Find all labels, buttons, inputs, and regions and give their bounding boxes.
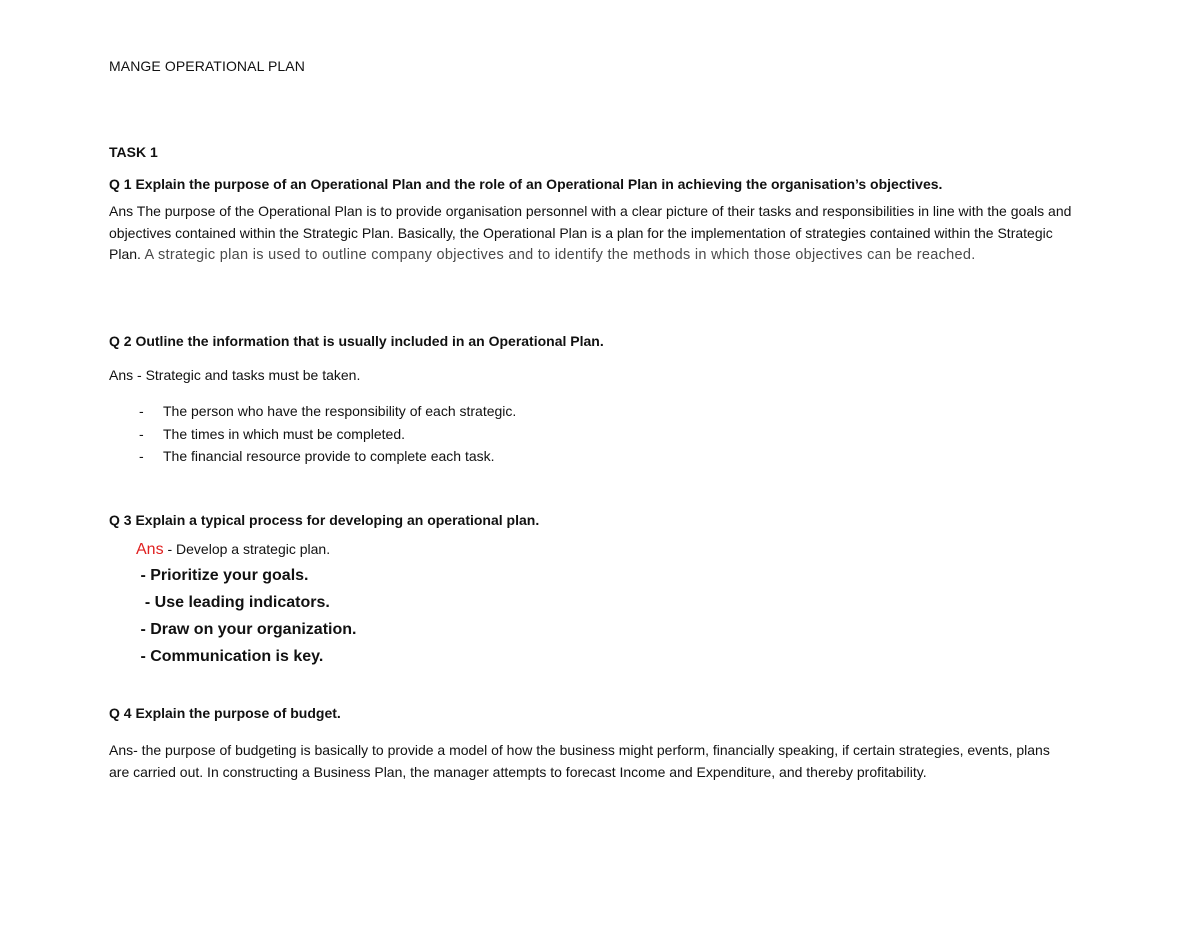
answer-1-extra-text: A strategic plan is used to outline company objectives and to identify the methods in which those objectives can be reached. <box>140 247 976 263</box>
question-4: Q 4 Explain the purpose of budget. <box>109 705 341 721</box>
list-item-text: The financial resource provide to complete each task. <box>163 448 495 464</box>
process-step: - Communication is key. <box>136 648 324 665</box>
bullet-dash: - <box>139 403 144 419</box>
answer-1-text: Ans The purpose of the Operational Plan is to provide organisation personnel with a clear picture of their tasks and responsibilities in line with the goals and objectives contained within the Strategic Plan. Basically, the Operational Plan is a plan for the implementation of strategies contained within the Strategic Plan. <box>109 203 1072 262</box>
process-step: - Use leading indicators. <box>136 594 330 611</box>
document-header-title: MANGE OPERATIONAL PLAN <box>109 58 305 74</box>
list-item <box>109 445 516 468</box>
list-item <box>109 423 516 446</box>
question-2: Q 2 Outline the information that is usually included in an Operational Plan. <box>109 333 604 349</box>
task-heading: TASK 1 <box>109 144 158 160</box>
answer-3-first-step: - Develop a strategic plan. <box>163 541 331 557</box>
list-item <box>109 400 516 423</box>
list-item-text: The times in which must be completed. <box>163 425 405 442</box>
process-step: - Prioritize your goals. <box>136 567 309 584</box>
list-item-text: The person who have the responsibility of each strategic. <box>163 403 517 419</box>
answer-3-label: Ans <box>136 541 164 558</box>
answer-4: Ans- the purpose of budgeting is basically to provide a model of how the business might perform, financially speaking, if certain strategies, events, plans are carried out. In constructing a Business Plan, the manager attempts to forecast Income and Expenditure, and thereby profitability. <box>109 742 1050 780</box>
answer-3 <box>136 538 356 670</box>
question-1: Q 1 Explain the purpose of an Operational Plan and the role of an Operational Plan in achieving the organisation’s objectives. <box>109 176 943 192</box>
answer-3-first-line <box>136 538 356 560</box>
answer-1 <box>109 201 1079 267</box>
answer-2-bullet-list <box>109 400 516 468</box>
process-step: - Draw on your organization. <box>136 621 357 638</box>
question-3: Q 3 Explain a typical process for developing an operational plan. <box>109 512 540 528</box>
bullet-dash: - <box>139 425 144 442</box>
answer-2: Ans - Strategic and tasks must be taken. <box>109 367 361 383</box>
bullet-dash: - <box>139 448 144 464</box>
